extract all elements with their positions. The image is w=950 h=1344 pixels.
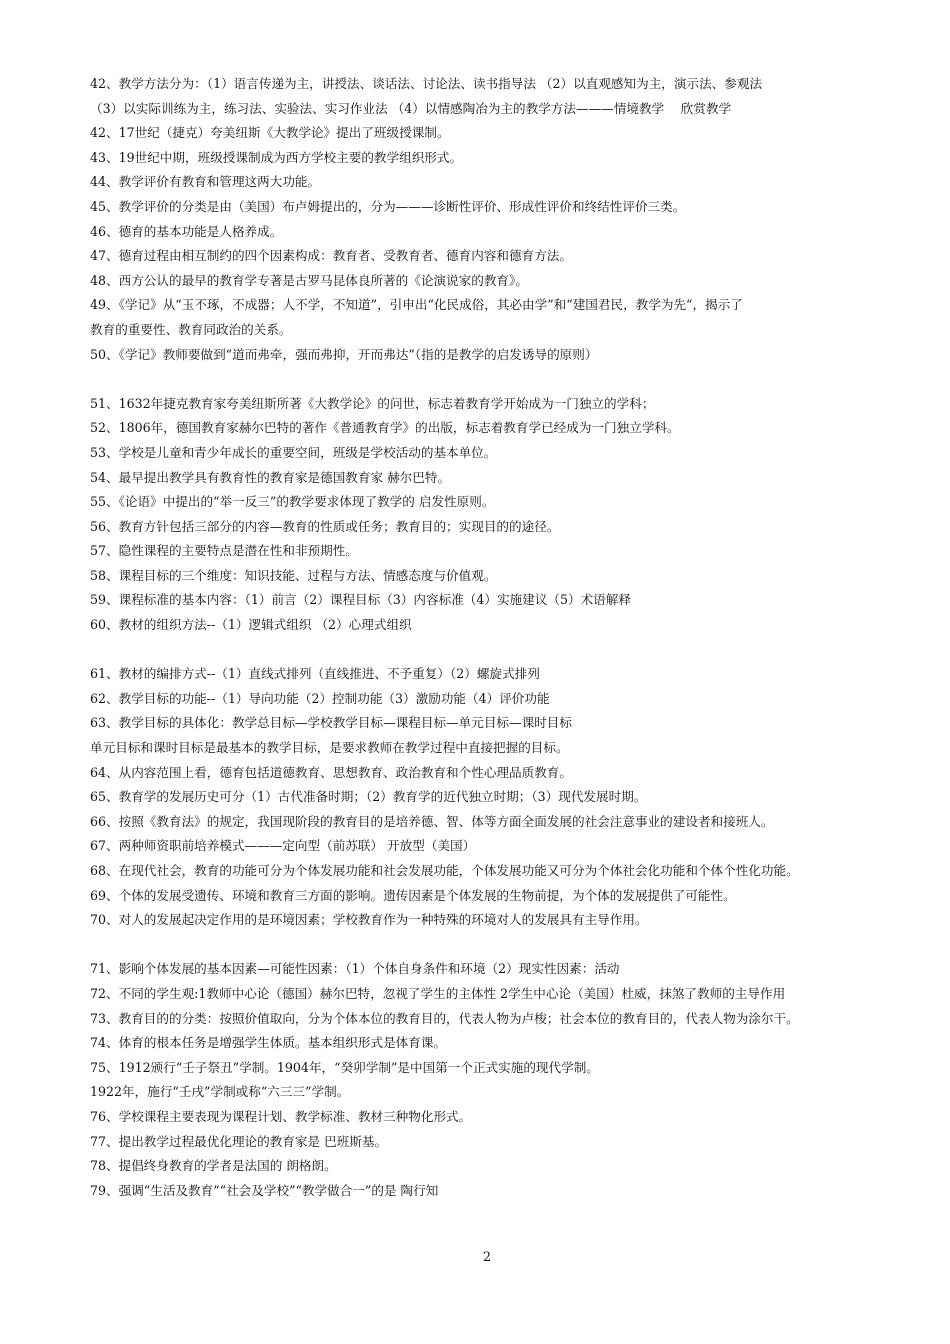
section-51-60	[90, 392, 900, 638]
text-line: 69、个体的发展受遗传、环境和教育三方面的影响。遗传因素是个体发展的生物前提，为个体的发展提供了可能性。	[90, 887, 736, 903]
text-line: 53、学校是儿童和青少年成长的重要空间，班级是学校活动的基本单位。	[90, 444, 497, 460]
text-line: 79、强调“生活及教育”“社会及学校”“教学做合一”的是 陶行知	[90, 1182, 439, 1198]
text-line: 42、17世纪（捷克）夸美纽斯《大教学论》提出了班级授课制。	[90, 125, 450, 141]
page-content	[90, 72, 900, 1203]
text-line: 67、两种师资职前培养模式———定向型（前苏联） 开放型（美国）	[90, 838, 476, 854]
text-line: 单元目标和课时目标是最基本的教学目标，是要求教师在教学过程中直接把握的目标。	[90, 740, 569, 756]
text-line: 59、课程标准的基本内容：（1）前言（2）课程目标（3）内容标准（4）实施建议（5）术语解释	[90, 592, 631, 608]
section-gap	[90, 367, 900, 392]
text-line: 54、最早提出教学具有教育性的教育家是德国教育家 赫尔巴特。	[90, 469, 451, 485]
text-line: 70、对人的发展起决定作用的是环境因素；学校教育作为一种特殊的环境对人的发展具有主导作用。	[90, 912, 648, 928]
text-line: 58、课程目标的三个维度：知识技能、过程与方法、情感态度与价值观。	[90, 567, 497, 583]
text-line: 74、体育的根本任务是增强学生体质。基本组织形式是体育课。	[90, 1035, 447, 1051]
text-line: 65、教育学的发展历史可分（1）古代准备时期；（2）教育学的近代独立时期；（3）现代发展时期。	[90, 789, 647, 805]
text-line: 55、《论语》中提出的“举一反三”的教学要求体现了教学的 启发性原则。	[90, 494, 495, 510]
text-line: 71、影响个体发展的基本因素—可能性因素：（1）个体自身条件和环境（2）现实性因素：活动	[90, 961, 620, 977]
text-line: 66、按照《教育法》的规定，我国现阶段的教育目的是培养德、智、体等方面全面发展的社会注意事业的建设者和接班人。	[90, 813, 774, 829]
section-gap	[90, 933, 900, 958]
text-line: 48、西方公认的最早的教育学专著是古罗马昆体良所著的《论演说家的教育》。	[90, 272, 528, 288]
text-line: 47、德育过程由相互制约的四个因素构成：教育者、受教育者、德育内容和德育方法。	[90, 248, 572, 264]
text-line: 63、教学目标的具体化：教学总目标—学校教学目标—课程目标—单元目标—课时目标	[90, 715, 572, 731]
text-line: 教育的重要性、教育同政治的关系。	[90, 321, 292, 337]
text-line: 76、学校课程主要表现为课程计划、教学标准、教材三种物化形式。	[90, 1108, 472, 1124]
section-42-50	[90, 72, 900, 367]
text-line: 60、教材的组织方法--（1）逻辑式组织 （2）心理式组织	[90, 617, 412, 633]
text-line: 43、19世纪中期，班级授课制成为西方学校主要的教学组织形式。	[90, 149, 463, 165]
text-line: 61、教材的编排方式--（1）直线式排列（直线推进、不予重复）（2）螺旋式排列	[90, 666, 540, 682]
section-gap	[90, 638, 900, 663]
section-61-70	[90, 662, 900, 933]
text-line: 72、不同的学生观:1教师中心论（德国）赫尔巴特，忽视了学生的主体性 2学生中心论（美国）杜威，抹煞了教师的主导作用	[90, 985, 786, 1001]
text-line: 78、提倡终身教育的学者是法国的 朗格朗。	[90, 1158, 337, 1174]
text-line: 75、1912颁行“壬子祭丑”学制。1904年，“癸卯学制”是中国第一个正式实施的现代学制。	[90, 1059, 599, 1075]
text-line: 68、在现代社会，教育的功能可分为个体发展功能和社会发展功能，个体发展功能又可分为个体社会化功能和个体个性化功能。	[90, 863, 799, 878]
text-line: 73、教育目的的分类：按照价值取向，分为个体本位的教育目的，代表人物为卢梭；社会本位的教育目的，代表人物为涂尔干。	[90, 1010, 799, 1026]
text-line: 57、隐性课程的主要特点是潜在性和非预期性。	[90, 543, 358, 559]
text-line: 42、教学方法分为：（1）语言传递为主，讲授法、谈话法、讨论法、读书指导法 （2）以直观感知为主，演示法、参观法	[90, 76, 763, 91]
page-number: 2	[482, 1250, 492, 1265]
text-line: 77、提出教学过程最优化理论的教育家是 巴班斯基。	[90, 1133, 388, 1149]
text-line: 45、教学评价的分类是由（美国）布卢姆提出的，分为———诊断性评价、形成性评价和终结性评价三类。	[90, 198, 686, 214]
section-71-79	[90, 957, 900, 1203]
text-line: 1922年，施行“壬戌”学制或称“六三三”学制。	[90, 1084, 350, 1100]
text-line: 62、教学目标的功能--（1）导向功能（2）控制功能（3）激励功能（4）评价功能	[90, 690, 550, 706]
text-line: 50、《学记》教师要做到“道而弗牵，强而弗抑，开而弗达”（指的是教学的启发诱导的原则）	[90, 346, 598, 362]
text-line: 51、1632年捷克教育家夸美纽斯所著《大教学论》的问世，标志着教育学开始成为一门独立的学科；	[90, 395, 655, 411]
text-line: （3）以实际训练为主，练习法、实验法、实习作业法 （4）以情感陶冶为主的教学方法———情境教学 欣赏教学	[90, 100, 732, 116]
text-line: 64、从内容范围上看，德育包括道德教育、思想教育、政治教育和个性心理品质教育。	[90, 764, 572, 780]
text-line: 49、《学记》从“玉不琢，不成器；人不学，不知道”，引申出“化民成俗，其必由学”和“建国君民，教学为先“，揭示了	[90, 297, 743, 313]
text-line: 46、德育的基本功能是人格养成。	[90, 223, 283, 239]
text-line: 56、教育方针包括三部分的内容—教育的性质或任务；教育目的；实现目的的途径。	[90, 518, 560, 534]
text-line: 52、1806年，德国教育家赫尔巴特的著作《普通教育学》的出版，标志着教育学已经成为一门独立学科。	[90, 420, 680, 436]
text-line: 44、教学评价有教育和管理这两大功能。	[90, 174, 321, 190]
